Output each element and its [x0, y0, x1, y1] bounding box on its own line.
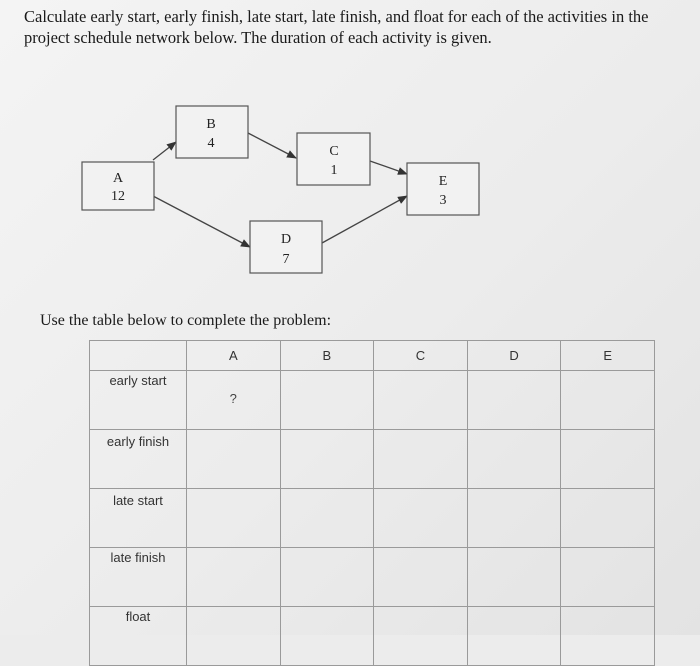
cell-early-finish-a[interactable] [187, 430, 281, 489]
project-network-diagram [0, 0, 700, 300]
cell-float-c[interactable] [374, 607, 468, 666]
schedule-table [89, 340, 655, 666]
table-header-row [90, 341, 655, 371]
header-corner-cell [90, 341, 187, 371]
edge-c-e [370, 161, 407, 174]
cell-value [187, 548, 280, 568]
table-row-early-finish [90, 430, 655, 489]
cell-float-b[interactable] [280, 607, 374, 666]
cell-early-start-d[interactable] [467, 371, 561, 430]
cell-value [468, 489, 561, 509]
cell-value [374, 430, 467, 450]
cell-float-e[interactable] [561, 607, 655, 666]
cell-value [561, 430, 654, 450]
table-row-late-start [90, 489, 655, 548]
cell-value [561, 371, 654, 391]
cell-value [281, 607, 374, 627]
activity-a-label: A [112, 171, 124, 186]
cell-late-start-e[interactable] [561, 489, 655, 548]
cell-value: ? [229, 391, 237, 406]
edge-a-d [153, 196, 250, 247]
cell-value [561, 548, 654, 568]
activity-d-duration: 7 [282, 252, 290, 267]
cell-value [468, 371, 561, 391]
table-row-float [90, 607, 655, 666]
activity-a-duration: 12 [111, 189, 125, 204]
edge-b-c [248, 133, 296, 158]
row-label-early-finish: early finish [106, 434, 170, 449]
edge-d-e [322, 196, 407, 243]
row-header-cell [90, 489, 187, 548]
cell-late-start-c[interactable] [374, 489, 468, 548]
table-instruction: Use the table below to complete the problem: [40, 312, 332, 329]
activity-b-label: B [206, 117, 216, 132]
column-header-b: B [280, 341, 374, 371]
row-label-early-start: early start [109, 373, 167, 388]
cell-late-start-a[interactable] [187, 489, 281, 548]
activity-e-duration: 3 [439, 193, 447, 208]
cell-value [281, 371, 374, 391]
row-label-late-finish: late finish [110, 550, 166, 565]
problem-statement: Calculate early start, early finish, late start, late finish, and float for each of the activities in the project schedule network below. The duration of each activity is given. [24, 7, 649, 47]
row-header-cell [90, 430, 187, 489]
cell-value [374, 371, 467, 391]
cell-late-finish-e[interactable] [561, 548, 655, 607]
cell-late-start-d[interactable] [467, 489, 561, 548]
cell-value [281, 548, 374, 568]
cell-value [281, 489, 374, 509]
table-row-late-finish [90, 548, 655, 607]
cell-value [187, 489, 280, 509]
activity-c-label: C [329, 144, 339, 159]
activity-b-duration: 4 [207, 136, 215, 151]
cell-value [468, 430, 561, 450]
activity-node-e [407, 163, 479, 215]
cell-value [374, 548, 467, 568]
cell-late-start-b[interactable] [280, 489, 374, 548]
cell-early-finish-e[interactable] [561, 430, 655, 489]
cell-value [187, 430, 280, 450]
cell-float-d[interactable] [467, 607, 561, 666]
cell-early-start-b[interactable] [280, 371, 374, 430]
table-row-early-start [90, 371, 655, 430]
cell-early-finish-b[interactable] [280, 430, 374, 489]
activity-c-duration: 1 [330, 163, 338, 178]
cell-late-finish-a[interactable] [187, 548, 281, 607]
cell-early-finish-d[interactable] [467, 430, 561, 489]
cell-early-start-a[interactable] [187, 371, 281, 430]
cell-late-finish-c[interactable] [374, 548, 468, 607]
activity-node-a [82, 162, 154, 210]
row-label-late-start: late start [113, 493, 163, 508]
row-header-cell [90, 548, 187, 607]
cell-value [561, 607, 654, 627]
cell-late-finish-b[interactable] [280, 548, 374, 607]
column-header-d: D [467, 341, 561, 371]
cell-float-a[interactable] [187, 607, 281, 666]
cell-early-start-e[interactable] [561, 371, 655, 430]
activity-d-label: D [280, 232, 292, 247]
activity-e-label: E [438, 174, 448, 189]
cell-value [187, 607, 280, 627]
row-header-cell [90, 371, 187, 430]
row-header-cell [90, 607, 187, 666]
cell-value [281, 430, 374, 450]
cell-value [468, 548, 561, 568]
edge-a-b [153, 142, 176, 160]
activity-node-c [297, 133, 370, 185]
cell-value [468, 607, 561, 627]
column-header-e: E [561, 341, 655, 371]
row-label-float: float [125, 609, 151, 624]
cell-early-finish-c[interactable] [374, 430, 468, 489]
activity-node-d [250, 221, 322, 273]
cell-value [561, 489, 654, 509]
cell-late-finish-d[interactable] [467, 548, 561, 607]
column-header-c: C [374, 341, 468, 371]
cell-value [374, 489, 467, 509]
column-header-a: A [187, 341, 281, 371]
activity-node-b [176, 106, 248, 158]
cell-value [374, 607, 467, 627]
cell-early-start-c[interactable] [374, 371, 468, 430]
